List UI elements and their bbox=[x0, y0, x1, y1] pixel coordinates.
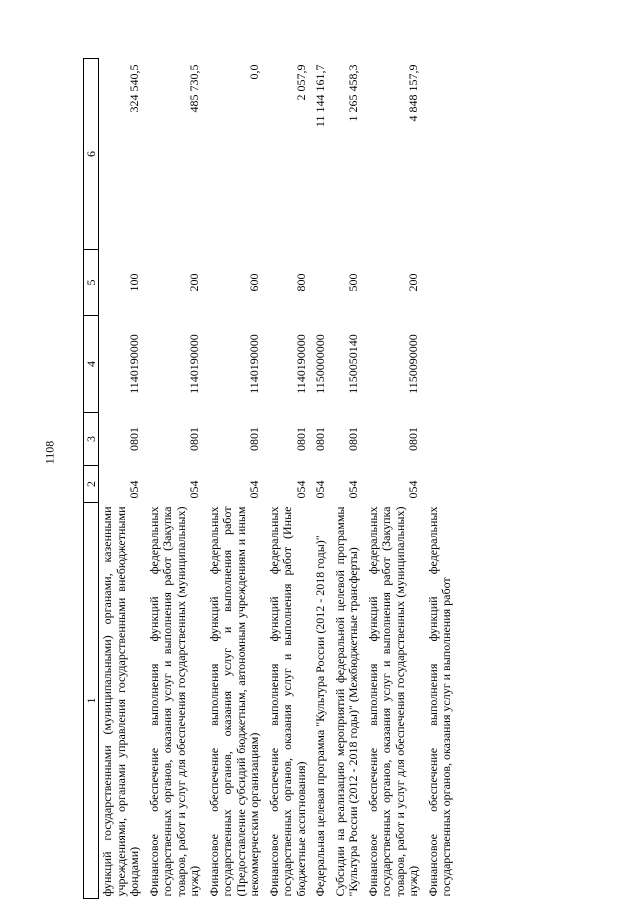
amount: 2 057,9 bbox=[293, 64, 308, 101]
table-row bbox=[206, 59, 266, 899]
target-code: 1140190000 bbox=[127, 334, 141, 394]
row-description: Финансовое обеспечение выполнения функций федеральных государственных органов, оказания услуг и выполнения работ bbox=[425, 506, 453, 897]
target-code: 1140190000 bbox=[247, 334, 261, 394]
target-code: 1140190000 bbox=[187, 334, 201, 394]
row-description: Финансовое обеспечение выполнения функций федеральных государственных органов, оказания услуг и выполнения работ (Закупка товаров, работ и услуг для обеспечения государственных (муниципальных) нужд) bbox=[146, 506, 201, 897]
expense-type-code: 600 bbox=[247, 273, 261, 292]
ministry-code: 054 bbox=[406, 480, 420, 499]
section-code: 0801 bbox=[293, 427, 308, 451]
ministry-code: 054 bbox=[187, 480, 201, 499]
row-description: Финансовое обеспечение выполнения функций федеральных государственных органов, оказания услуг и выполнения работ (Закупка товаров, работ и услуг для обеспечения государственных (муниципальных) нужд) bbox=[365, 506, 420, 897]
row-description: Федеральная целевая программа "Культура России (2012 - 2018 годы)" bbox=[313, 535, 327, 897]
header-col-5: 5 bbox=[84, 250, 99, 316]
expense-type-code: 200 bbox=[187, 273, 201, 292]
section-code: 0801 bbox=[247, 427, 261, 451]
page-number: 1108 bbox=[42, 440, 57, 465]
row-description: Субсидии на реализацию мероприятий федеральной целевой программы "Культура России (2012 - 2018 годы)" (Межбюджетные трансферты) bbox=[332, 506, 360, 897]
expense-type-code bbox=[312, 250, 332, 316]
amount: 0,0 bbox=[247, 64, 261, 80]
row-description: Финансовое обеспечение выполнения функций федеральных государственных органов, оказания услуг и выполнения работ (Предоставление субсидий бюджетным, автономным учреждениям и иным некоммерческим организациям) bbox=[206, 506, 261, 897]
amount: 485 730,5 bbox=[187, 64, 201, 113]
budget-table bbox=[83, 58, 458, 899]
target-code: 1140190000 bbox=[293, 334, 308, 394]
table-row bbox=[312, 59, 332, 899]
ministry-code: 054 bbox=[293, 480, 308, 499]
expense-type-code: 200 bbox=[406, 273, 420, 292]
ministry-code: 054 bbox=[346, 480, 360, 499]
expense-type-code: 100 bbox=[127, 273, 141, 292]
target-code: 1150050140 bbox=[346, 334, 360, 394]
amount: 324 540,5 bbox=[127, 64, 141, 113]
table-header-row bbox=[84, 59, 99, 899]
header-col-2: 2 bbox=[84, 466, 99, 503]
section-code: 0801 bbox=[187, 427, 201, 451]
amount: 4 848 157,9 bbox=[406, 64, 420, 122]
amount: 1 265 458,3 bbox=[346, 64, 360, 122]
table-row bbox=[146, 59, 206, 899]
table-row bbox=[365, 59, 425, 899]
row-description: Финансовое обеспечение выполнения функций федеральных государственных органов, оказания услуг и выполнения работ (Иные бюджетные ассигнования) bbox=[266, 506, 308, 897]
section-code: 0801 bbox=[127, 427, 141, 451]
header-col-6: 6 bbox=[84, 59, 99, 250]
expense-type-code: 500 bbox=[346, 273, 360, 292]
ministry-code: 054 bbox=[127, 480, 141, 499]
target-code: 1150090000 bbox=[406, 334, 420, 394]
section-code: 0801 bbox=[406, 427, 420, 451]
row-description: функций государственными (муниципальными) органами, казенными учреждениями, органами управления государственными внебюджетными фондами) bbox=[100, 506, 141, 897]
table-row-continued bbox=[425, 59, 458, 899]
section-code: 0801 bbox=[313, 427, 327, 451]
header-col-3: 3 bbox=[84, 413, 99, 466]
ministry-code: 054 bbox=[247, 480, 261, 499]
ministry-code: 054 bbox=[313, 480, 327, 499]
target-code: 1150000000 bbox=[313, 334, 327, 394]
table-row bbox=[99, 59, 146, 899]
table-row bbox=[332, 59, 365, 899]
table-row bbox=[266, 59, 313, 899]
header-col-4: 4 bbox=[84, 316, 99, 413]
section-code: 0801 bbox=[346, 427, 360, 451]
expense-type-code: 800 bbox=[293, 273, 308, 292]
rotated-page-content bbox=[83, 59, 609, 899]
header-col-1: 1 bbox=[84, 503, 99, 899]
amount: 11 144 161,7 bbox=[313, 64, 327, 128]
